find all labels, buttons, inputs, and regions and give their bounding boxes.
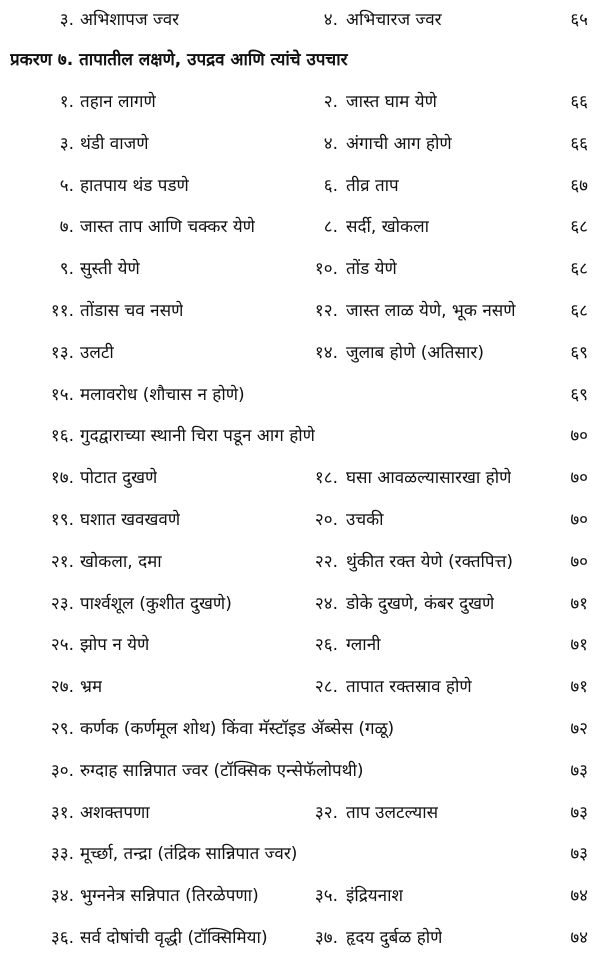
page-number: ६६ [570,92,588,112]
page-number: ७३ [570,844,588,865]
entry-number: १५. [50,384,74,405]
page-number: ६९ [570,342,588,363]
entry-number: १६. [50,426,74,447]
entry-number: ३६. [50,928,74,948]
toc-row [0,625,600,665]
toc-row [0,416,600,456]
entry-title: गुदद्वाराच्या स्थानी चिरा पडून आग होणे [80,426,315,447]
entry-title: पार्श्वशूल (कुशीत दुखणे) [80,593,232,614]
entry-title: कर्णक (कर्णमूल शोथ) किंवा मॅस्टॉइड ॲब्सेस (गळू) [80,719,395,739]
toc-row [0,834,600,874]
toc-row [0,82,600,122]
entry-number: ३२. [314,802,338,823]
toc-row [0,709,600,749]
entry-title: मूर्च्छा, तन्द्रा (तंद्रिक सान्निपात ज्वर) [80,844,298,865]
entry-number: ३७. [314,928,338,948]
entry-number: १७. [50,468,74,489]
toc-row [0,918,600,958]
toc-row [0,291,600,331]
entry-title: भ्रम [80,677,103,698]
page-number: ७४ [570,886,588,907]
entry-number: २७. [50,677,74,698]
entry-number: १२. [314,301,338,321]
entry-title: अशक्तपणा [80,802,150,823]
entry-number: १३. [50,342,74,363]
toc-row [0,0,600,40]
page-number: ६५ [570,10,588,30]
page-number: ७० [570,510,588,530]
page-number: ७२ [570,719,588,739]
entry-title: ग्लानी [346,635,381,656]
toc-row [0,124,600,164]
toc-row [0,207,600,247]
entry-title: हृदय दुर्बळ होणे [346,928,443,948]
entry-title: तोंडास चव नसणे [80,301,184,321]
entry-number: ३१. [50,802,74,823]
entry-number: २६. [314,635,338,656]
entry-title: जास्त घाम येणे [346,92,437,112]
page-number: ७० [570,426,588,447]
toc-row [0,793,600,833]
entry-number: ३०. [50,760,74,781]
entry-title: अभिशापज ज्वर [80,10,180,30]
entry-title: जास्त ताप आणि चक्कर येणे [80,217,255,238]
entry-number: ३. [59,133,74,154]
entry-title: जुलाब होणे (अतिसार) [346,342,484,363]
entry-title: हातपाय थंड पडणे [80,175,189,196]
toc-row [0,249,600,289]
toc-row [0,667,600,707]
entry-title: थंडी वाजणे [80,133,149,154]
chapter-heading: प्रकरण ७. तापातील लक्षणे, उपद्रव आणि त्यांचे उपचार [10,50,348,70]
entry-title: पोटात दुखणे [80,468,158,489]
entry-title: तापात रक्तस्राव होणे [346,677,472,698]
entry-number: ३. [59,10,74,30]
entry-number: ३३. [50,844,74,865]
toc-row [0,542,600,582]
entry-title: सुस्ती येणे [80,259,140,280]
entry-title: भुग्ननेत्र सन्निपात (तिरळेपणा) [80,886,259,907]
page-number: ७१ [570,677,588,698]
entry-number: ३५. [314,886,338,907]
entry-number: १९. [50,510,74,530]
page-number: ७४ [570,928,588,948]
toc-row [0,166,600,206]
toc-row [0,375,600,415]
page-number: ६८ [570,217,588,238]
entry-number: २८. [314,677,338,698]
entry-number: २३. [50,593,74,614]
entry-title: खोकला, दमा [80,551,162,572]
entry-title: अभिचारज ज्वर [346,10,442,30]
entry-number: २०. [314,510,338,530]
entry-number: ४. [323,10,338,30]
page-number: ७० [570,551,588,572]
entry-title: घशात खवखवणे [80,510,181,530]
entry-title: तहान लागणे [80,92,156,112]
toc-row [0,876,600,916]
page-number: ६६ [570,133,588,154]
entry-number: २५. [50,635,74,656]
page-number: ६८ [570,301,588,321]
entry-number: ११. [50,301,74,321]
toc-row [0,500,600,540]
entry-number: २२. [314,551,338,572]
toc-row [0,584,600,624]
page-number: ७१ [570,635,588,656]
entry-title: इंद्रियनाश [346,886,404,907]
entry-number: ५. [59,175,74,196]
entry-number: ७. [59,217,74,238]
entry-title: सर्व दोषांची वृद्धी (टॉक्सिमिया) [80,928,268,948]
entry-number: ९. [59,259,74,280]
page-number: ६७ [570,175,588,196]
entry-number: १. [59,92,74,112]
entry-title: डोके दुखणे, कंबर दुखणे [346,593,495,614]
entry-title: झोप न येणे [80,635,150,656]
entry-title: अंगाची आग होणे [346,133,452,154]
entry-title: थुंकीत रक्त येणे (रक्तपित्त) [346,551,513,572]
entry-title: ताप उलटल्यास [346,802,439,823]
entry-number: १८. [314,468,338,489]
page-number: ६८ [570,259,588,280]
entry-title: तीव्र ताप [346,175,399,196]
page-number: ७३ [570,802,588,823]
entry-title: घसा आवळल्यासारखा होणे [346,468,512,489]
page-number: ७३ [570,760,588,781]
entry-number: ८. [323,217,338,238]
entry-title: तोंड येणे [346,259,397,280]
entry-title: जास्त लाळ येणे, भूक नसणे [346,301,516,321]
toc-row [0,751,600,791]
entry-title: उलटी [80,342,114,363]
entry-number: १०. [314,259,338,280]
entry-number: १४. [314,342,338,363]
entry-title: सर्दी, खोकला [346,217,430,238]
toc-row [0,458,600,498]
entry-title: रुग्दाह सान्निपात ज्वर (टॉक्सिक एन्सेफॅलोपथी) [80,760,364,781]
entry-number: २. [323,92,338,112]
entry-number: २१. [50,551,74,572]
entry-number: २९. [50,719,74,739]
entry-title: उचकी [346,510,384,530]
page-number: ७० [570,468,588,489]
entry-number: ४. [323,133,338,154]
page-number: ७१ [570,593,588,614]
page-number: ६९ [570,384,588,405]
entry-number: २४. [314,593,338,614]
entry-number: ३४. [50,886,74,907]
entry-title: मलावरोध (शौचास न होणे) [80,384,245,405]
entry-number: ६. [323,175,338,196]
toc-row [0,333,600,373]
